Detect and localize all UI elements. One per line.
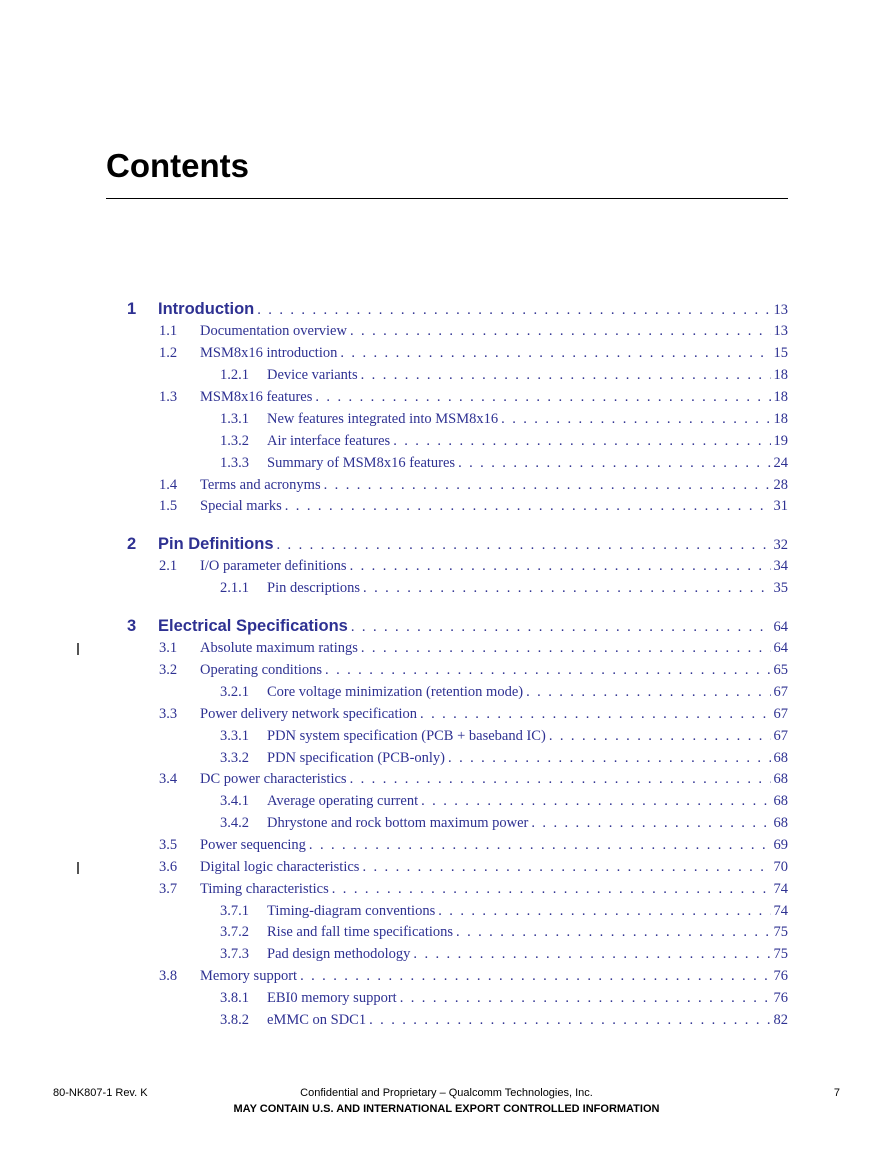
doc-id: 80-NK807-1 Rev. K bbox=[53, 1087, 148, 1099]
toc-entry-number: 1.2 bbox=[159, 345, 178, 361]
page-number: 7 bbox=[833, 1087, 840, 1099]
toc-entry-2-1[interactable] bbox=[159, 558, 788, 575]
toc-entry-number: 3.7.1 bbox=[220, 903, 249, 919]
toc-dot-leader bbox=[448, 750, 770, 767]
toc-entry-label: Absolute maximum ratings bbox=[200, 640, 358, 656]
page-footer bbox=[0, 1082, 893, 1122]
toc-dot-leader bbox=[300, 968, 770, 985]
toc-dot-leader bbox=[458, 455, 770, 472]
confidentiality-notice: Confidential and Proprietary – Qualcomm Technologies, Inc. bbox=[300, 1087, 593, 1099]
toc-entry-label: Power delivery network specification bbox=[200, 706, 418, 722]
toc-dot-leader bbox=[257, 302, 770, 319]
toc-entry-page: 68 bbox=[773, 750, 788, 766]
toc-entry-number: 3.4.2 bbox=[220, 815, 249, 831]
toc-entry-number: 3.4.1 bbox=[220, 793, 249, 809]
toc-entry-label: Dhrystone and rock bottom maximum power bbox=[267, 815, 529, 831]
toc-entry-page: 76 bbox=[773, 968, 788, 984]
toc-dot-leader bbox=[393, 433, 770, 450]
toc-entry-page: 70 bbox=[773, 859, 788, 875]
toc-entry-page: 35 bbox=[773, 580, 788, 596]
toc-entry-page: 64 bbox=[773, 619, 788, 635]
toc-entry-page: 67 bbox=[773, 684, 788, 700]
toc-dot-leader bbox=[325, 662, 770, 679]
toc-entry-page: 24 bbox=[773, 455, 788, 471]
toc-entry-number: 3.2.1 bbox=[220, 684, 249, 700]
toc-entry-label: MSM8x16 features bbox=[200, 389, 313, 405]
toc-dot-leader bbox=[413, 946, 770, 963]
toc-entry-number: 2.1 bbox=[159, 558, 178, 574]
toc-entry-label: PDN system specification (PCB + baseband IC) bbox=[267, 728, 546, 744]
toc-entry-3-5[interactable] bbox=[159, 837, 788, 854]
toc-entry-label: Operating conditions bbox=[200, 662, 323, 678]
toc-entry-label: Pin descriptions bbox=[267, 580, 361, 596]
toc-entry-1-3-2[interactable] bbox=[220, 433, 788, 450]
toc-dot-leader bbox=[285, 498, 771, 515]
toc-entry-3-3[interactable] bbox=[159, 706, 788, 723]
toc-entry-1-3-1[interactable] bbox=[220, 411, 788, 428]
toc-entry-number: 1.1 bbox=[159, 323, 178, 339]
toc-entry-label: Digital logic characteristics bbox=[200, 859, 360, 875]
toc-entry-label: Rise and fall time specifications bbox=[267, 924, 454, 940]
toc-dot-leader bbox=[531, 815, 770, 832]
toc-entry-number: 2.1.1 bbox=[220, 580, 249, 596]
toc-entry-number: 3.3 bbox=[159, 706, 178, 722]
toc-entry-3-4-1[interactable] bbox=[220, 793, 788, 810]
toc-entry-1-1[interactable] bbox=[159, 323, 788, 340]
toc-entry-3-4[interactable] bbox=[159, 771, 788, 788]
toc-entry-label: Special marks bbox=[200, 498, 282, 514]
toc-entry-1-3-3[interactable] bbox=[220, 455, 788, 472]
toc-entry-page: 68 bbox=[773, 771, 788, 787]
toc-entry-1-2-1[interactable] bbox=[220, 367, 788, 384]
toc-entry-3-8-1[interactable] bbox=[220, 990, 788, 1007]
toc-dot-leader bbox=[369, 1012, 770, 1029]
toc-dot-leader bbox=[315, 389, 770, 406]
toc-entry-label: New features integrated into MSM8x16 bbox=[267, 411, 499, 427]
toc-entry-page: 18 bbox=[773, 411, 788, 427]
toc-entry-label: Timing characteristics bbox=[200, 881, 329, 897]
toc-entry-number: 3.7.2 bbox=[220, 924, 249, 940]
toc-dot-leader bbox=[350, 771, 771, 788]
toc-entry-number: 1.4 bbox=[159, 477, 178, 493]
toc-dot-leader bbox=[309, 837, 771, 854]
toc-entry-number: 1.3.2 bbox=[220, 433, 249, 449]
toc-entry-number: 3.8 bbox=[159, 968, 178, 984]
toc-entry-page: 68 bbox=[773, 815, 788, 831]
toc-dot-leader bbox=[526, 684, 770, 701]
toc-entry-label: EBI0 memory support bbox=[267, 990, 397, 1006]
toc-entry-label: Pin Definitions bbox=[158, 535, 274, 553]
toc-entry-number: 3.7 bbox=[159, 881, 178, 897]
toc-entry-page: 67 bbox=[773, 706, 788, 722]
toc-entry-1-5[interactable] bbox=[159, 498, 788, 515]
toc-dot-leader bbox=[340, 345, 770, 362]
toc-entry-page: 18 bbox=[773, 389, 788, 405]
toc-entry-page: 13 bbox=[773, 323, 788, 339]
toc-entry-3-6[interactable] bbox=[159, 859, 788, 876]
toc-entry-page: 76 bbox=[773, 990, 788, 1006]
toc-dot-leader bbox=[501, 411, 770, 428]
toc-entry-number: 3 bbox=[127, 617, 137, 635]
toc-entry-label: Summary of MSM8x16 features bbox=[267, 455, 456, 471]
toc-entry-page: 68 bbox=[773, 793, 788, 809]
toc-entry-3[interactable] bbox=[127, 617, 788, 636]
toc-entry-page: 74 bbox=[773, 903, 788, 919]
toc-entry-3-3-1[interactable] bbox=[220, 728, 788, 745]
toc-dot-leader bbox=[456, 924, 770, 941]
toc-dot-leader bbox=[350, 323, 771, 340]
toc-entry-number: 3.8.1 bbox=[220, 990, 249, 1006]
toc-entry-3-2-1[interactable] bbox=[220, 684, 788, 701]
toc-entry-number: 3.3.2 bbox=[220, 750, 249, 766]
toc-entry-page: 19 bbox=[773, 433, 788, 449]
toc-entry-3-7[interactable] bbox=[159, 881, 788, 898]
toc-entry-number: 1.3.3 bbox=[220, 455, 249, 471]
toc-dot-leader bbox=[363, 580, 770, 597]
toc-entry-label: Pad design methodology bbox=[267, 946, 411, 962]
toc-entry-3-8[interactable] bbox=[159, 968, 788, 985]
toc-entry-2[interactable] bbox=[127, 535, 788, 554]
toc-entry-number: 3.4 bbox=[159, 771, 178, 787]
toc-entry-label: Introduction bbox=[158, 300, 255, 318]
toc-entry-3-7-2[interactable] bbox=[220, 924, 788, 941]
toc-entry-label: Device variants bbox=[267, 367, 358, 383]
toc-entry-number: 3.8.2 bbox=[220, 1012, 249, 1028]
toc-entry-label: Air interface features bbox=[267, 433, 391, 449]
toc-entry-3-4-2[interactable] bbox=[220, 815, 788, 832]
toc-dot-leader bbox=[332, 881, 771, 898]
toc-entry-3-8-2[interactable] bbox=[220, 1012, 788, 1029]
toc-entry-3-7-3[interactable] bbox=[220, 946, 788, 963]
toc-entry-page: 65 bbox=[773, 662, 788, 678]
toc-entry-number: 1.3 bbox=[159, 389, 178, 405]
toc-entry-label: DC power characteristics bbox=[200, 771, 347, 787]
toc-entry-page: 34 bbox=[773, 558, 788, 574]
toc-dot-leader bbox=[361, 640, 771, 657]
toc-entry-1-3[interactable] bbox=[159, 389, 788, 406]
toc-entry-number: 3.2 bbox=[159, 662, 178, 678]
toc-entry-3-7-1[interactable] bbox=[220, 903, 788, 920]
toc-entry-page: 69 bbox=[773, 837, 788, 853]
toc-dot-leader bbox=[277, 537, 771, 554]
toc-dot-leader bbox=[400, 990, 771, 1007]
toc-entry-page: 32 bbox=[773, 537, 788, 553]
toc-entry-1-2[interactable] bbox=[159, 345, 788, 362]
toc-dot-leader bbox=[350, 558, 771, 575]
toc-dot-leader bbox=[361, 367, 771, 384]
toc-entry-number: 1.2.1 bbox=[220, 367, 249, 383]
toc-entry-page: 67 bbox=[773, 728, 788, 744]
toc-entry-page: 75 bbox=[773, 924, 788, 940]
toc-entry-label: eMMC on SDC1 bbox=[267, 1012, 367, 1028]
change-bar bbox=[77, 862, 79, 874]
toc-entry-label: Timing-diagram conventions bbox=[267, 903, 436, 919]
toc-entry-label: MSM8x16 introduction bbox=[200, 345, 338, 361]
toc-entry-number: 1 bbox=[127, 300, 137, 318]
toc-entry-page: 75 bbox=[773, 946, 788, 962]
toc-entry-page: 82 bbox=[773, 1012, 788, 1028]
toc-entry-number: 2 bbox=[127, 535, 137, 553]
toc-entry-label: PDN specification (PCB-only) bbox=[267, 750, 446, 766]
toc-entry-number: 1.5 bbox=[159, 498, 178, 514]
export-notice: MAY CONTAIN U.S. AND INTERNATIONAL EXPORT CONTROLLED INFORMATION bbox=[233, 1103, 660, 1115]
toc-entry-label: I/O parameter definitions bbox=[200, 558, 347, 574]
toc-entry-label: Terms and acronyms bbox=[200, 477, 321, 493]
toc-entry-number: 3.1 bbox=[159, 640, 178, 656]
toc-entry-label: Power sequencing bbox=[200, 837, 306, 853]
toc-dot-leader bbox=[324, 477, 771, 494]
toc-entry-page: 74 bbox=[773, 881, 788, 897]
toc-entry-3-2[interactable] bbox=[159, 662, 788, 679]
toc-dot-leader bbox=[351, 619, 771, 636]
toc-entry-3-1[interactable] bbox=[159, 640, 788, 657]
toc-entry-1[interactable] bbox=[127, 300, 788, 319]
toc-entry-number: 3.3.1 bbox=[220, 728, 249, 744]
change-bar bbox=[77, 643, 79, 655]
toc-entry-2-1-1[interactable] bbox=[220, 580, 788, 597]
toc-entry-label: Core voltage minimization (retention mode) bbox=[267, 684, 524, 700]
toc-entry-label: Average operating current bbox=[267, 793, 419, 809]
toc-entry-page: 13 bbox=[773, 302, 788, 318]
toc-entry-label: Electrical Specifications bbox=[158, 617, 348, 635]
toc-entry-page: 15 bbox=[773, 345, 788, 361]
toc-entry-number: 3.7.3 bbox=[220, 946, 249, 962]
toc-entry-label: Documentation overview bbox=[200, 323, 347, 339]
toc-dot-leader bbox=[438, 903, 770, 920]
toc-entry-number: 3.5 bbox=[159, 837, 178, 853]
toc-entry-page: 18 bbox=[773, 367, 788, 383]
toc-entry-page: 64 bbox=[773, 640, 788, 656]
page-title: Contents bbox=[106, 147, 249, 184]
toc-dot-leader bbox=[362, 859, 770, 876]
toc-entry-3-3-2[interactable] bbox=[220, 750, 788, 767]
toc-entry-number: 1.3.1 bbox=[220, 411, 249, 427]
toc-entry-label: Memory support bbox=[200, 968, 298, 984]
toc-dot-leader bbox=[420, 706, 770, 723]
toc-dot-leader bbox=[421, 793, 770, 810]
toc-dot-leader bbox=[549, 728, 771, 745]
toc-entry-number: 3.6 bbox=[159, 859, 178, 875]
toc-entry-page: 31 bbox=[773, 498, 788, 514]
toc-entry-page: 28 bbox=[773, 477, 788, 493]
toc-entry-1-4[interactable] bbox=[159, 477, 788, 494]
